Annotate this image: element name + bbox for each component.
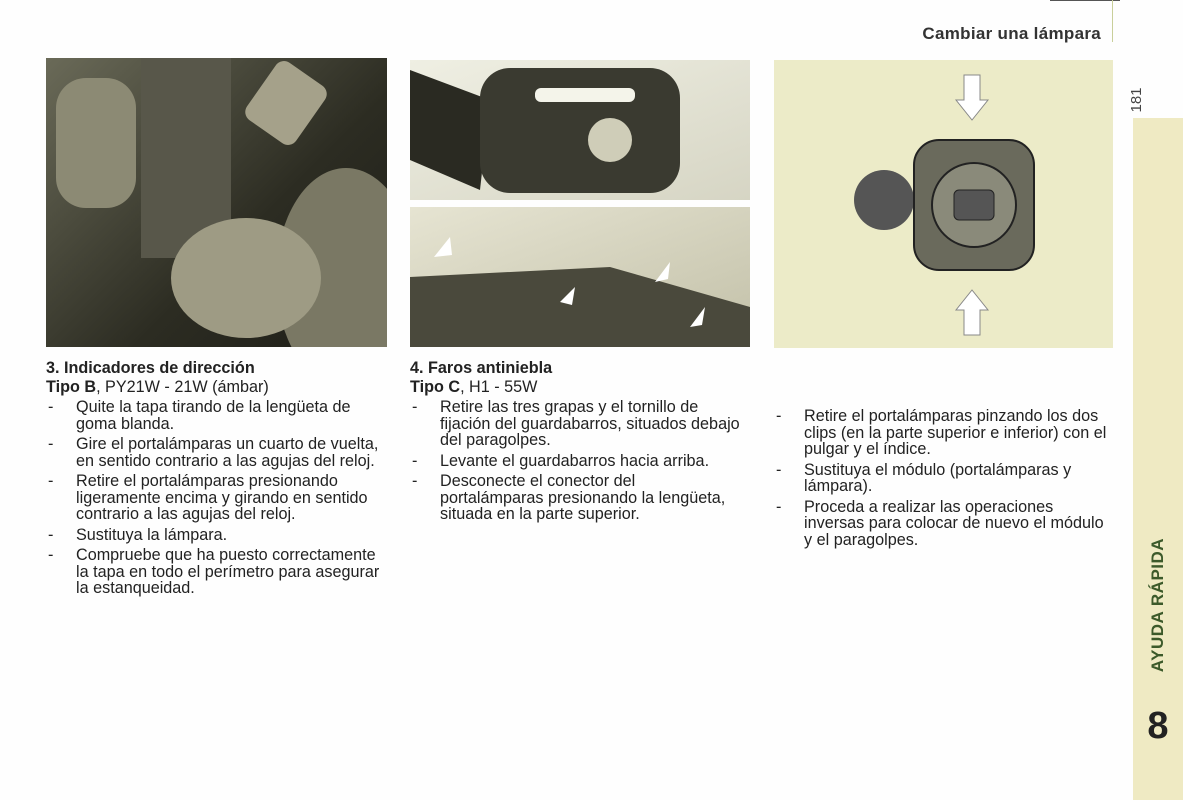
step: - Desconecte el conector del portalámparas presionando la lengüeta, situada en la parte superior.: [410, 473, 740, 523]
section-heading: 4. Faros antiniebla: [410, 359, 553, 377]
step: - Gire el portalámparas un cuarto de vuelta, en sentido contrario a las agujas del reloj.: [46, 436, 391, 469]
step: - Sustituya el módulo (portalámparas y lámpara).: [774, 462, 1114, 495]
bulb-holder-illustration: [774, 60, 1113, 348]
section-fog-lamps-continued: [774, 408, 1114, 552]
chapter-tab-label: AYUDA RÁPIDA: [1148, 537, 1167, 673]
step: - Quite la tapa tirando de la lengüeta de goma blanda.: [46, 399, 391, 432]
bulb-type: Tipo C, H1 - 55W: [410, 377, 538, 396]
bulb-type: Tipo B, PY21W - 21W (ámbar): [46, 377, 269, 396]
page-number: 181: [1128, 87, 1145, 113]
turn-indicator-illustration: [46, 58, 387, 347]
chapter-number: 8: [1147, 705, 1169, 747]
step: - Proceda a realizar las operaciones inversas para colocar de nuevo el módulo y el paragolpes.: [774, 499, 1114, 549]
section-fog-lamps: [410, 360, 740, 527]
step: - Retire las tres grapas y el tornillo de fijación del guardabarros, situados debajo del paragolpes.: [410, 399, 740, 449]
section-turn-indicators: [46, 360, 391, 601]
fog-lamp-illustration: [410, 60, 750, 200]
step: - Levante el guardabarros hacia arriba.: [410, 453, 740, 470]
chapter-tab: [1133, 118, 1183, 800]
page-title: Cambiar una lámpara: [922, 24, 1101, 43]
step: - Retire el portalámparas presionando ligeramente encima y girando en sentido contrario a las agujas del reloj.: [46, 473, 391, 523]
step: - Sustituya la lámpara.: [46, 527, 391, 544]
step: - Retire el portalámparas pinzando los dos clips (en la parte superior e inferior) con el pulgar y el índice.: [774, 408, 1114, 458]
step: - Compruebe que ha puesto correctamente la tapa en todo el perímetro para asegurar la estanqueidad.: [46, 547, 391, 597]
divider: [1112, 0, 1113, 42]
divider: [1050, 0, 1120, 1]
section-heading: 3. Indicadores de dirección: [46, 359, 255, 377]
bumper-underside-illustration: [410, 207, 750, 347]
